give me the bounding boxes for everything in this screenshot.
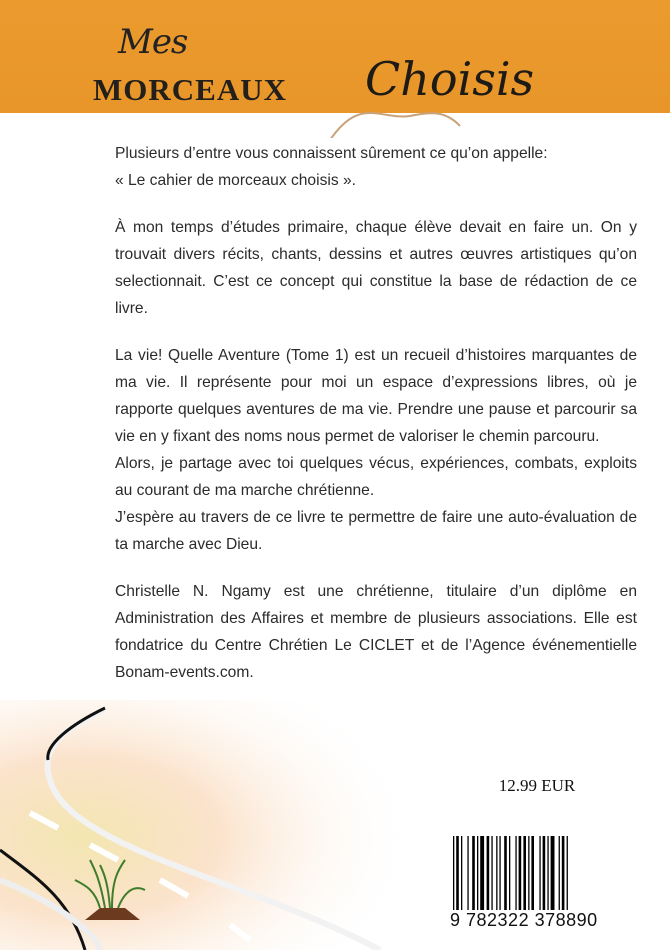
back-cover-text [115,140,637,706]
paragraph-book: La vie! Quelle Aventure (Tome 1) est un recueil d’histoires marquantes de ma vie. Il représente pour moi un espace d’expressions libres, où je rapporte quelques aventures de ma vie. Prendre une pause et parcourir sa vie en y fixant des noms nous permet de valoriser le chemin parcouru. [115,347,637,445]
decorative-swirl-icon [320,108,480,138]
road-illustration-icon [0,700,420,950]
paragraph-school: À mon temps d’études primaire, chaque élève devait en faire un. On y trouvait divers récits, chants, dessins et autres œuvres artistiques qu’on selectionnait. C’est ce concept qui constitue la base de rédaction de ce livre. [115,219,637,317]
isbn-number: 9 782322 378890 [450,910,598,930]
title-mes: Mes [118,22,188,62]
paragraph-share: Alors, je partage avec toi quelques vécus, expériences, combats, exploits au courant de ma marche chrétienne. [115,455,637,499]
paragraph-hope: J’espère au travers de ce livre te permettre de faire une auto-évaluation de ta marche avec Dieu. [115,509,637,553]
title-morceaux: MORCEAUX [93,72,287,107]
intro-line: Plusieurs d’entre vous connaissent sûrement ce qu’on appelle: [115,145,548,162]
paragraph-author: Christelle N. Ngamy est une chrétienne, titulaire d’un diplôme en Administration des Affaires et membre de plusieurs associations. Elle est fondatrice du Centre Chrétien Le CICLET et de l’Agence événementielle Bonam-events.com. [115,583,637,681]
title-choisis: Choisis [365,52,535,106]
price-label: 12.99 EUR [498,776,576,795]
intro-line: « Le cahier de morceaux choisis ». [115,172,356,189]
paragraph-intro [115,140,637,194]
